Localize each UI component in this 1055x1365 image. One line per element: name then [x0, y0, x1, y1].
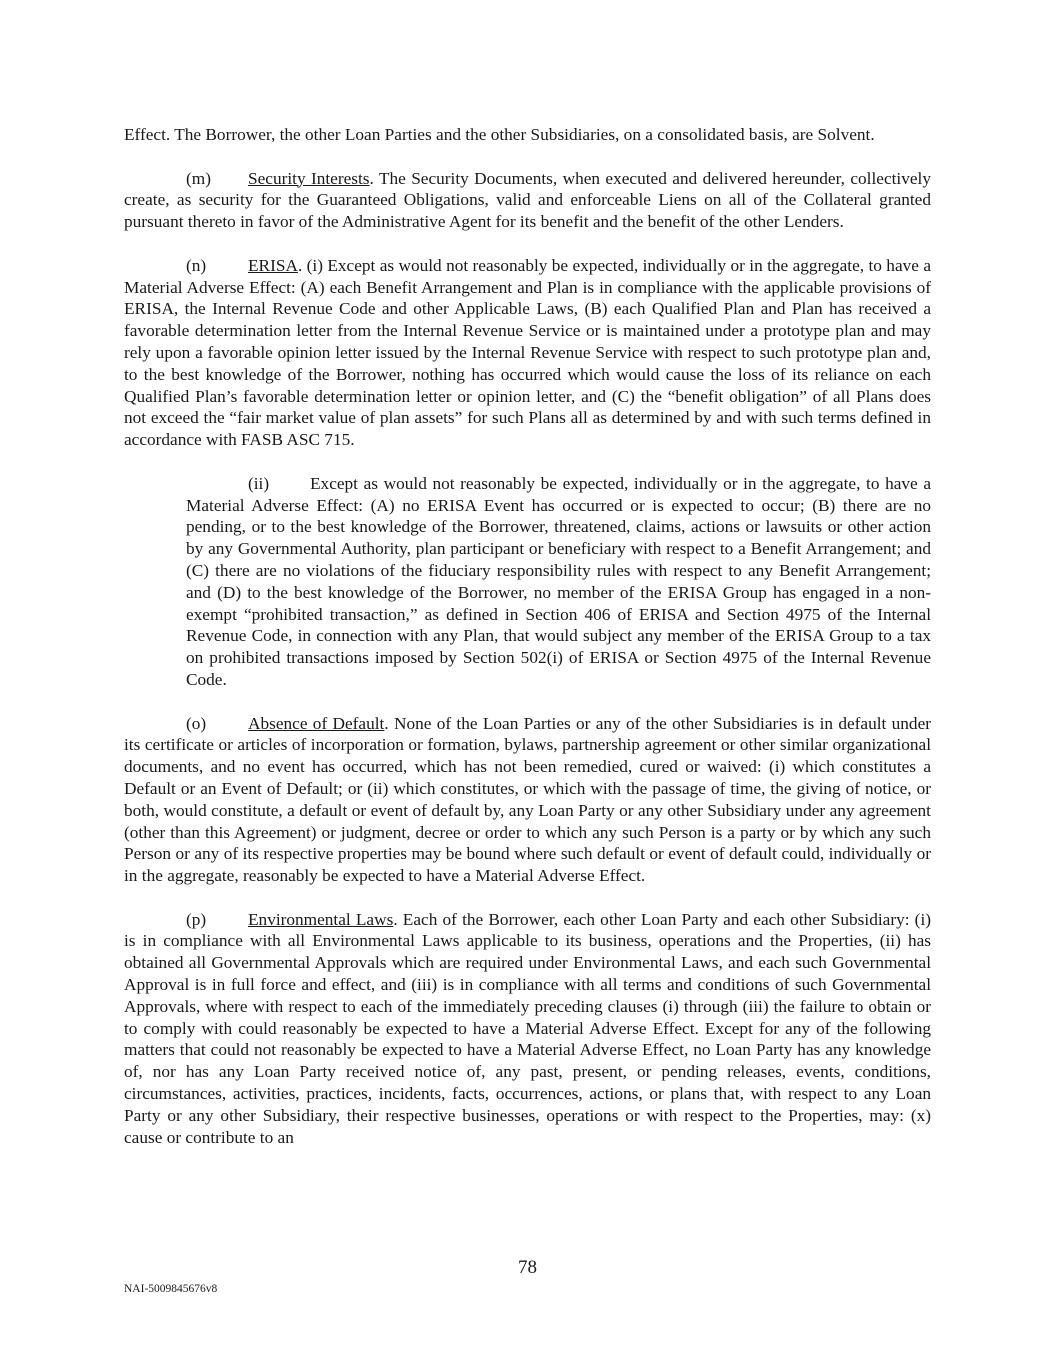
paragraph-carryover: Effect. The Borrower, the other Loan Parties and the other Subsidiaries, on a consolidated basis, are Solvent. [124, 125, 875, 144]
section-heading: Security Interests [248, 168, 370, 188]
document-body [124, 124, 931, 1170]
section-label: (m) [186, 168, 211, 188]
section-n [124, 255, 931, 451]
section-label: (p) [186, 909, 207, 929]
section-label: (o) [186, 713, 207, 733]
section-heading: Absence of Default [248, 713, 385, 733]
section-text: . None of the Loan Parties or any of the other Subsidiaries is in default under its certificate or articles of incorporation or formation, bylaws, partnership agreement or other similar organizational documents, and no event has occurred, which has not been remedied, cured or waived: (i) which constitutes a Default or an Event of Default; or (ii) which constitutes, or which with the passage of time, the giving of notice, or both, would constitute, a default or event of default by, any Loan Party or any other Subsidiary under any agreement (other than this Agreement) or judgment, decree or order to which any such Person is a party or by which any such Person or any of its respective properties may be bound where such default or event of default could, individually or in the aggregate, reasonably be expected to have a Material Adverse Effect. [124, 713, 931, 886]
subsection-text: Except as would not reasonably be expected, individually or in the aggregate, to have a Material Adverse Effect: (A) no ERISA Event has occurred or is expected to occur; (B) there are no pending, or to the best knowledge of the Borrower, threatened, claims, actions or lawsuits or other action by any Governmental Authority, plan participant or beneficiary with respect to a Benefit Arrangement; and (C) there are no violations of the fiduciary responsibility rules with respect to any Benefit Arrangement; and (D) to the best knowledge of the Borrower, no member of the ERISA Group has engaged in a non-exempt “prohibited transaction,” as defined in Section 406 of ERISA and Section 4975 of the Internal Revenue Code, in connection with any Plan, that would subject any member of the ERISA Group to a tax on prohibited transactions imposed by Section 502(i) of ERISA or Section 4975 of the Internal Revenue Code. [186, 473, 931, 689]
section-m [124, 168, 931, 233]
section-n-ii [186, 473, 931, 691]
section-text: . Each of the Borrower, each other Loan Party and each other Subsidiary: (i) is in compliance with all Environmental Laws applicable to its business, operations and the Properties, (ii) has obtained all Governmental Approvals which are required under Environmental Laws, and each such Governmental Approval is in full force and effect, and (iii) is in compliance with all terms and conditions of such Governmental Approvals, where with respect to each of the immediately preceding clauses (i) through (iii) the failure to obtain or to comply with could reasonably be expected to have a Material Adverse Effect. Except for any of the following matters that could not reasonably be expected to have a Material Adverse Effect, no Loan Party has any knowledge of, nor has any Loan Party received notice of, any past, present, or pending releases, events, conditions, circumstances, activities, practices, incidents, facts, occurrences, actions, or plans that, with respect to any Loan Party or any other Subsidiary, their respective businesses, operations or with respect to the Properties, may: (x) cause or contribute to an [124, 909, 931, 1147]
section-text: . The Security Documents, when executed and delivered hereunder, collectively create, as security for the Guaranteed Obligations, valid and enforceable Liens on all of the Collateral granted pursuant thereto in favor of the Administrative Agent for its benefit and the benefit of the other Lenders. [124, 168, 931, 232]
section-text: . (i) Except as would not reasonably be expected, individually or in the aggregate, to have a Material Adverse Effect: (A) each Benefit Arrangement and Plan is in compliance with the applicable provisions of ERISA, the Internal Revenue Code and other Applicable Laws, (B) each Qualified Plan and Plan has received a favorable determination letter from the Internal Revenue Service or is maintained under a prototype plan and may rely upon a favorable opinion letter issued by the Internal Revenue Service with respect to such prototype plan and, to the best knowledge of the Borrower, nothing has occurred which would cause the loss of its reliance on each Qualified Plan’s favorable determination letter or opinion letter, and (C) the “benefit obligation” of all Plans does not exceed the “fair market value of plan assets” for such Plans all as determined by and with such terms defined in accordance with FASB ASC 715. [124, 255, 931, 450]
document-id: NAI-5009845676v8 [124, 1283, 218, 1295]
section-label: (n) [186, 255, 207, 275]
section-heading: Environmental Laws [248, 909, 394, 929]
subsection-label: (ii) [248, 473, 270, 493]
section-p [124, 909, 931, 1149]
page-number: 78 [518, 1257, 537, 1278]
section-o [124, 713, 931, 887]
section-heading: ERISA [248, 255, 298, 275]
